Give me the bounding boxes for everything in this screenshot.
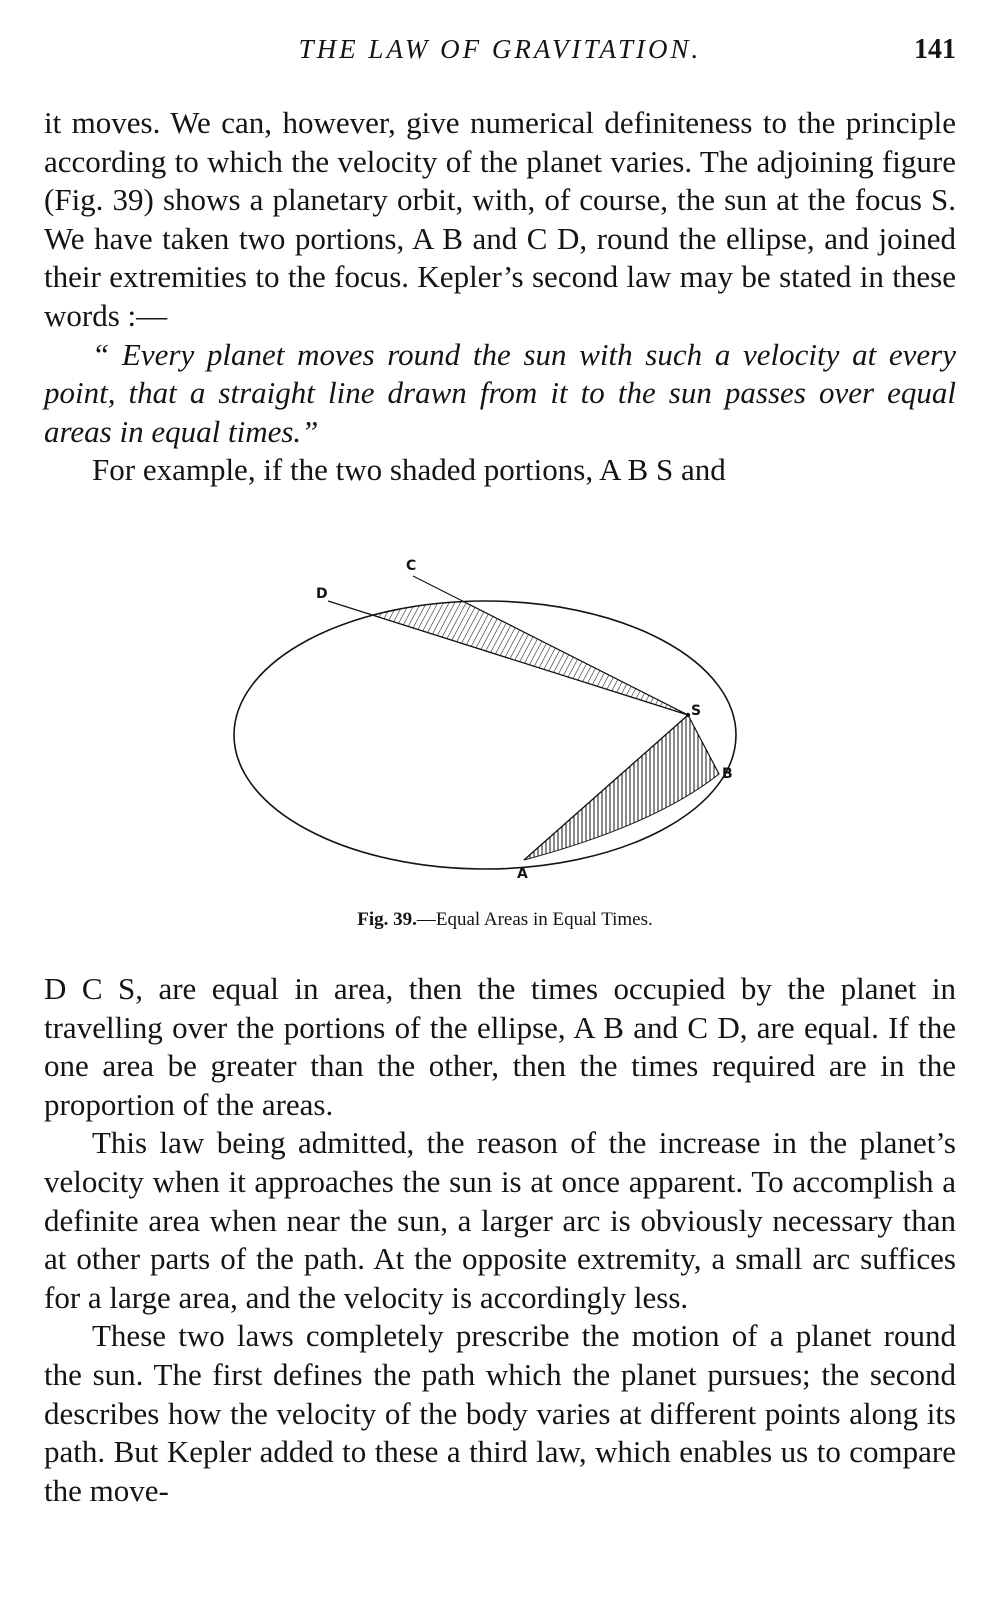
paragraph: This law being admitted, the reason of the increase in the planet’s velocity when it approaches the sun is at once apparent. To accomplish a definite area when near the sun, a larger arc is obviously necessary than at other parts of the path. At the opposite extremity, a small arc suffices for a large area, and the velocity is accordingly less. bbox=[44, 1125, 956, 1315]
sun-focus bbox=[686, 713, 690, 717]
text-block-bottom bbox=[44, 970, 956, 1510]
radius-c-s bbox=[413, 576, 688, 715]
radius-d-s bbox=[328, 601, 688, 715]
page-header bbox=[44, 34, 956, 74]
running-title: THE LAW OF GRAVITATION. bbox=[298, 34, 702, 64]
paragraph: D C S, are equal in area, then the times occupied by the planet in travelling over the portions of the ellipse, A B and C D, are equal. If the one area be greater than the other, then the times required are in the proportion of the areas. bbox=[44, 971, 956, 1122]
figure-39 bbox=[225, 555, 785, 930]
label-b: B bbox=[722, 766, 733, 782]
caption-figure-number: Fig. 39. bbox=[357, 909, 417, 930]
page-number: 141 bbox=[914, 34, 956, 65]
label-d: D bbox=[316, 586, 328, 602]
figure-caption bbox=[225, 909, 785, 931]
label-a: A bbox=[517, 866, 528, 882]
paragraph: These two laws completely prescribe the motion of a planet round the sun. The first defines the path which the planet pursues; the second describes how the velocity of the body varies at different points along its path. But Kepler added to these a third law, which enables us to compare the move- bbox=[44, 1318, 956, 1508]
caption-text: —Equal Areas in Equal Times. bbox=[416, 909, 653, 930]
paragraph: it moves. We can, however, give numerical definiteness to the principle according to which the velocity of the planet varies. The adjoining figure (Fig. 39) shows a planetary orbit, with, of course, the sun at the focus S. We have taken two portions, A B and C D, round the ellipse, and joined their extremities to the focus. Kepler’s second law may be stated in these words :— bbox=[44, 105, 956, 333]
kepler-second-law-quote: “ Every planet moves round the sun with such a velocity at every point, that a straight line drawn from it to the sun passes over equal areas in equal times.” bbox=[44, 336, 956, 449]
paragraph: For example, if the two shaded portions, A B S and bbox=[92, 452, 726, 488]
orbit-diagram bbox=[225, 555, 785, 905]
shaded-sector-abs bbox=[524, 715, 719, 860]
shaded-sector-dcs bbox=[328, 576, 688, 715]
label-s: S bbox=[691, 703, 702, 719]
label-c: C bbox=[406, 558, 417, 574]
text-block-top bbox=[44, 104, 956, 490]
